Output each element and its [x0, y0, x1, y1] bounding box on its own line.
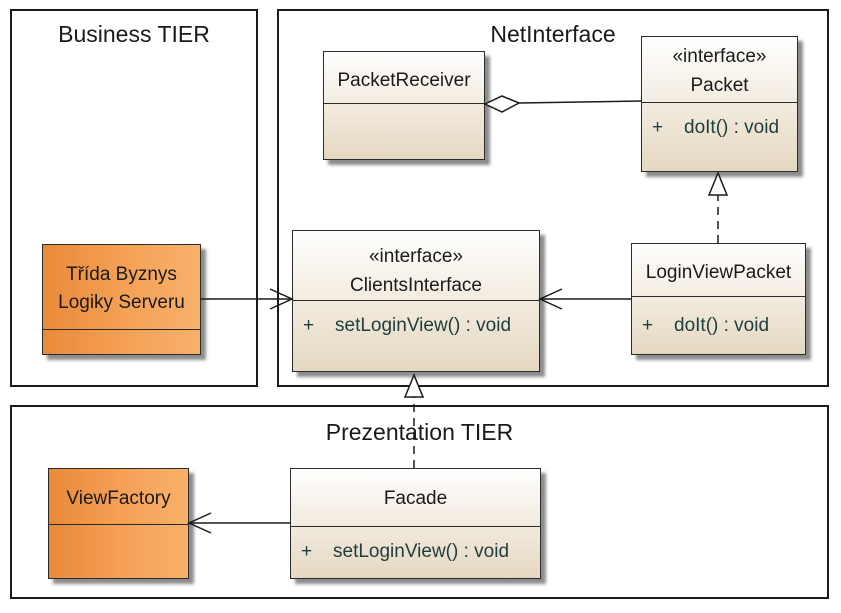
business-logic-name-line1: Třída Byznys [66, 264, 177, 285]
operation-signature: doIt() : void [684, 117, 780, 138]
view-factory-name: ViewFactory [66, 488, 171, 509]
aggregation-line [519, 101, 641, 103]
visibility-marker: + [652, 117, 664, 138]
operation-signature: setLoginView() : void [335, 315, 512, 336]
business-logic-name-line2: Logiky Serveru [58, 292, 185, 313]
business-tier-title: Business TIER [58, 21, 210, 47]
realization-arrowhead-facade [405, 375, 423, 397]
net-interface-title: NetInterface [490, 21, 616, 47]
clients-interface-name: ClientsInterface [349, 275, 482, 296]
visibility-marker: + [301, 541, 313, 562]
packet-stereotype: «interface» [672, 46, 767, 67]
packet-receiver-name: PacketReceiver [337, 70, 471, 91]
packet-name: Packet [690, 75, 749, 96]
presentation-tier-title: Prezentation TIER [325, 419, 514, 445]
login-view-packet-name: LoginViewPacket [645, 262, 792, 283]
clients-interface-stereotype: «interface» [368, 246, 463, 267]
visibility-marker: + [642, 315, 654, 336]
visibility-marker: + [303, 315, 315, 336]
facade-name: Facade [383, 488, 448, 509]
operation-signature: setLoginView() : void [333, 541, 510, 562]
realization-arrowhead-packet [709, 173, 727, 195]
aggregation-diamond [485, 96, 519, 112]
operation-signature: doIt() : void [674, 315, 770, 336]
